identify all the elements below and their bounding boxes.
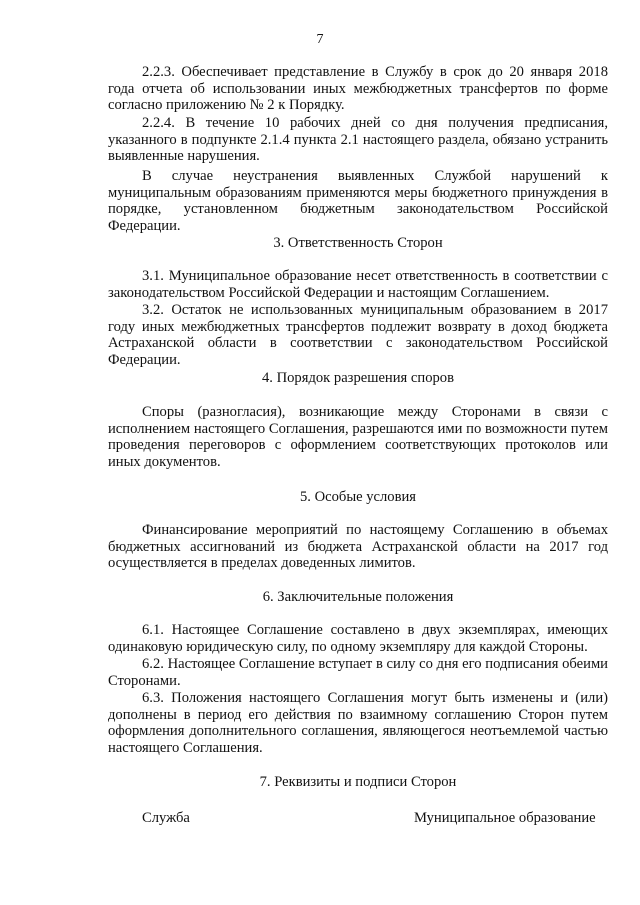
paragraph-6-1: 6.1. Настоящее Соглашение составлено в двух экземплярах, имеющих одинаковую юридическую силу, по одному экземпляру для каждой Стороны. <box>108 622 608 655</box>
section-heading-5: 5. Особые условия <box>299 489 417 505</box>
section-heading-7: 7. Реквизиты и подписи Сторон <box>259 774 457 790</box>
paragraph-violations: В случае неустранения выявленных Службой нарушений к муниципальным образованиям применяются меры бюджетного принуждения в порядке, установленном бюджетным законодательством Российской Федерации. <box>108 168 608 234</box>
signature-label-municipality: Муниципальное образование <box>414 810 596 826</box>
section-heading-3: 3. Ответственность Сторон <box>273 235 443 251</box>
paragraph-5: Финансирование мероприятий по настоящему Соглашению в объемах бюджетных ассигнований из бюджета Астраханской области на 2017 год осуществляется в пределах доведенных лимитов. <box>108 522 608 572</box>
paragraph-4: Споры (разногласия), возникающие между Сторонами в связи с исполнением настоящего Соглашения, разрешаются ими по возможности путем проведения переговоров с оформлением соответствующих протоколов или иных документов. <box>108 404 608 470</box>
paragraph-6-3: 6.3. Положения настоящего Соглашения могут быть изменены и (или) дополнены в период его действия по взаимному соглашению Сторон путем оформления дополнительного соглашения, являющегося неотъемлемой частью настоящего Соглашения. <box>108 690 608 756</box>
paragraph-6-2: 6.2. Настоящее Соглашение вступает в силу со дня его подписания обеими Сторонами. <box>108 656 608 689</box>
paragraph-3-1: 3.1. Муниципальное образование несет ответственность в соответствии с законодательством Российской Федерации и настоящим Соглашением. <box>108 268 608 301</box>
page-number: 7 <box>316 32 324 47</box>
section-heading-4: 4. Порядок разрешения споров <box>262 370 454 386</box>
signature-label-service: Служба <box>142 810 190 826</box>
section-heading-6: 6. Заключительные положения <box>262 589 454 605</box>
paragraph-2-2-3: 2.2.3. Обеспечивает представление в Службу в срок до 20 января 2018 года отчета об использовании иных межбюджетных трансфертов по форме согласно приложению № 2 к Порядку. <box>108 64 608 114</box>
paragraph-3-2: 3.2. Остаток не использованных муниципальным образованием в 2017 году иных межбюджетных трансфертов подлежит возврату в доход бюджета Астраханской области в соответствии с законодательством Российской Федерации. <box>108 302 608 368</box>
paragraph-2-2-4: 2.2.4. В течение 10 рабочих дней со дня получения предписания, указанного в подпункте 2.1.4 пункта 2.1 настоящего раздела, обязано устранить выявленные нарушения. <box>108 115 608 165</box>
